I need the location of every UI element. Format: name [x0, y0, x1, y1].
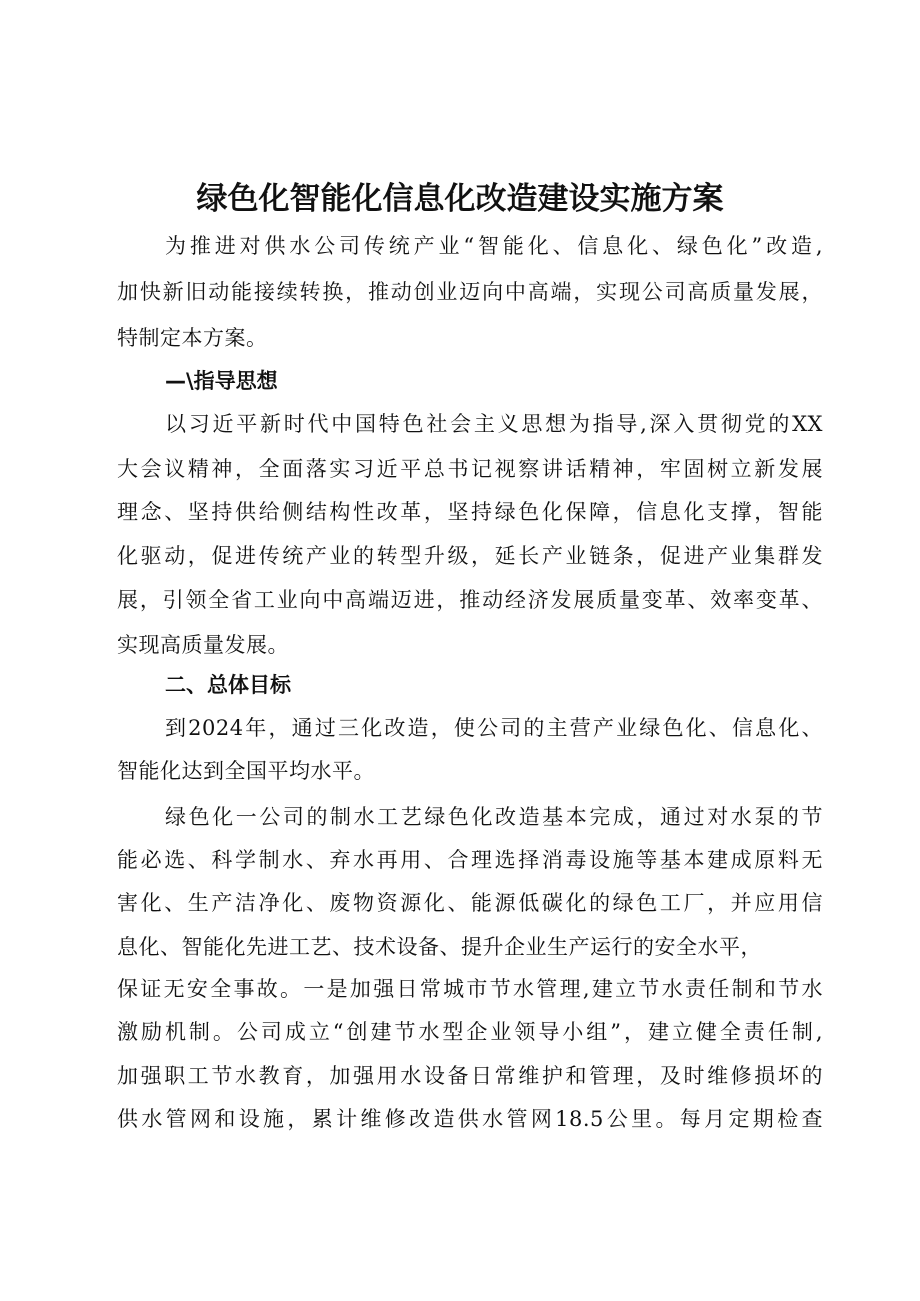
section2-para2-line-6: 激励机制。公司成立“创建节水型企业领导小组”，建立健全责任制, [117, 1020, 823, 1044]
section2-para2-line-3: 害化、生产洁净化、废物资源化、能源低碳化的绿色工厂，并应用信 [117, 891, 823, 915]
section2-para2-line-1: 绿色化一公司的制水工艺绿色化改造基本完成，通过对水泵的节 [165, 805, 823, 829]
section1-line-5: 展，引领全省工业向中高端迈进，推动经济发展质量变革、效率变革、 [117, 588, 823, 612]
section1-line-2: 大会议精神，全面落实习近平总书记视察讲话精神，牢固树立新发展 [117, 457, 823, 481]
section2-para1-line-2: 智能化达到全国平均水平。 [117, 759, 375, 783]
section1-line-4: 化驱动，促进传统产业的转型升级，延长产业链条，促进产业集群发 [117, 544, 823, 568]
section2-para2-line-5: 保证无安全事故。一是加强日常城市节水管理,建立节水责任制和节水 [117, 977, 823, 1001]
intro-line-3: 特制定本方案。 [117, 326, 268, 350]
intro-line-2: 加快新旧动能接续转换，推动创业迈向中高端，实现公司高质量发展， [117, 280, 823, 304]
section2-para2-line-7: 加强职工节水教育，加强用水设备日常维护和管理，及时维修损坏的 [117, 1064, 823, 1088]
document-title: 绿色化智能化信息化改造建设实施方案 [196, 181, 724, 217]
section1-line-1: 以习近平新时代中国特色社会主义思想为指导,深入贯彻党的XX [165, 412, 823, 436]
intro-line-1: 为推进对供水公司传统产业“智能化、信息化、绿色化”改造, [165, 234, 823, 258]
section2-para1-line-1: 到2024年，通过三化改造，使公司的主营产业绿色化、信息化、 [165, 716, 823, 740]
section2-para2-line-2: 能必选、科学制水、弃水再用、合理选择消毒设施等基本建成原料无 [117, 848, 823, 872]
section-heading-guiding-ideology: —\指导思想 [165, 369, 278, 393]
section2-para2-line-8: 供水管网和设施，累计维修改造供水管网18.5公里。每月定期检查 [117, 1107, 823, 1131]
section1-line-3: 理念、坚持供给侧结构性改革，坚持绿色化保障，信息化支撑，智能 [117, 500, 823, 524]
section1-line-6: 实现高质量发展。 [117, 633, 289, 657]
section-heading-overall-goals: 二、总体目标 [165, 673, 291, 697]
section2-para2-line-4: 息化、智能化先进工艺、技术设备、提升企业生产运行的安全水平， [117, 935, 762, 959]
